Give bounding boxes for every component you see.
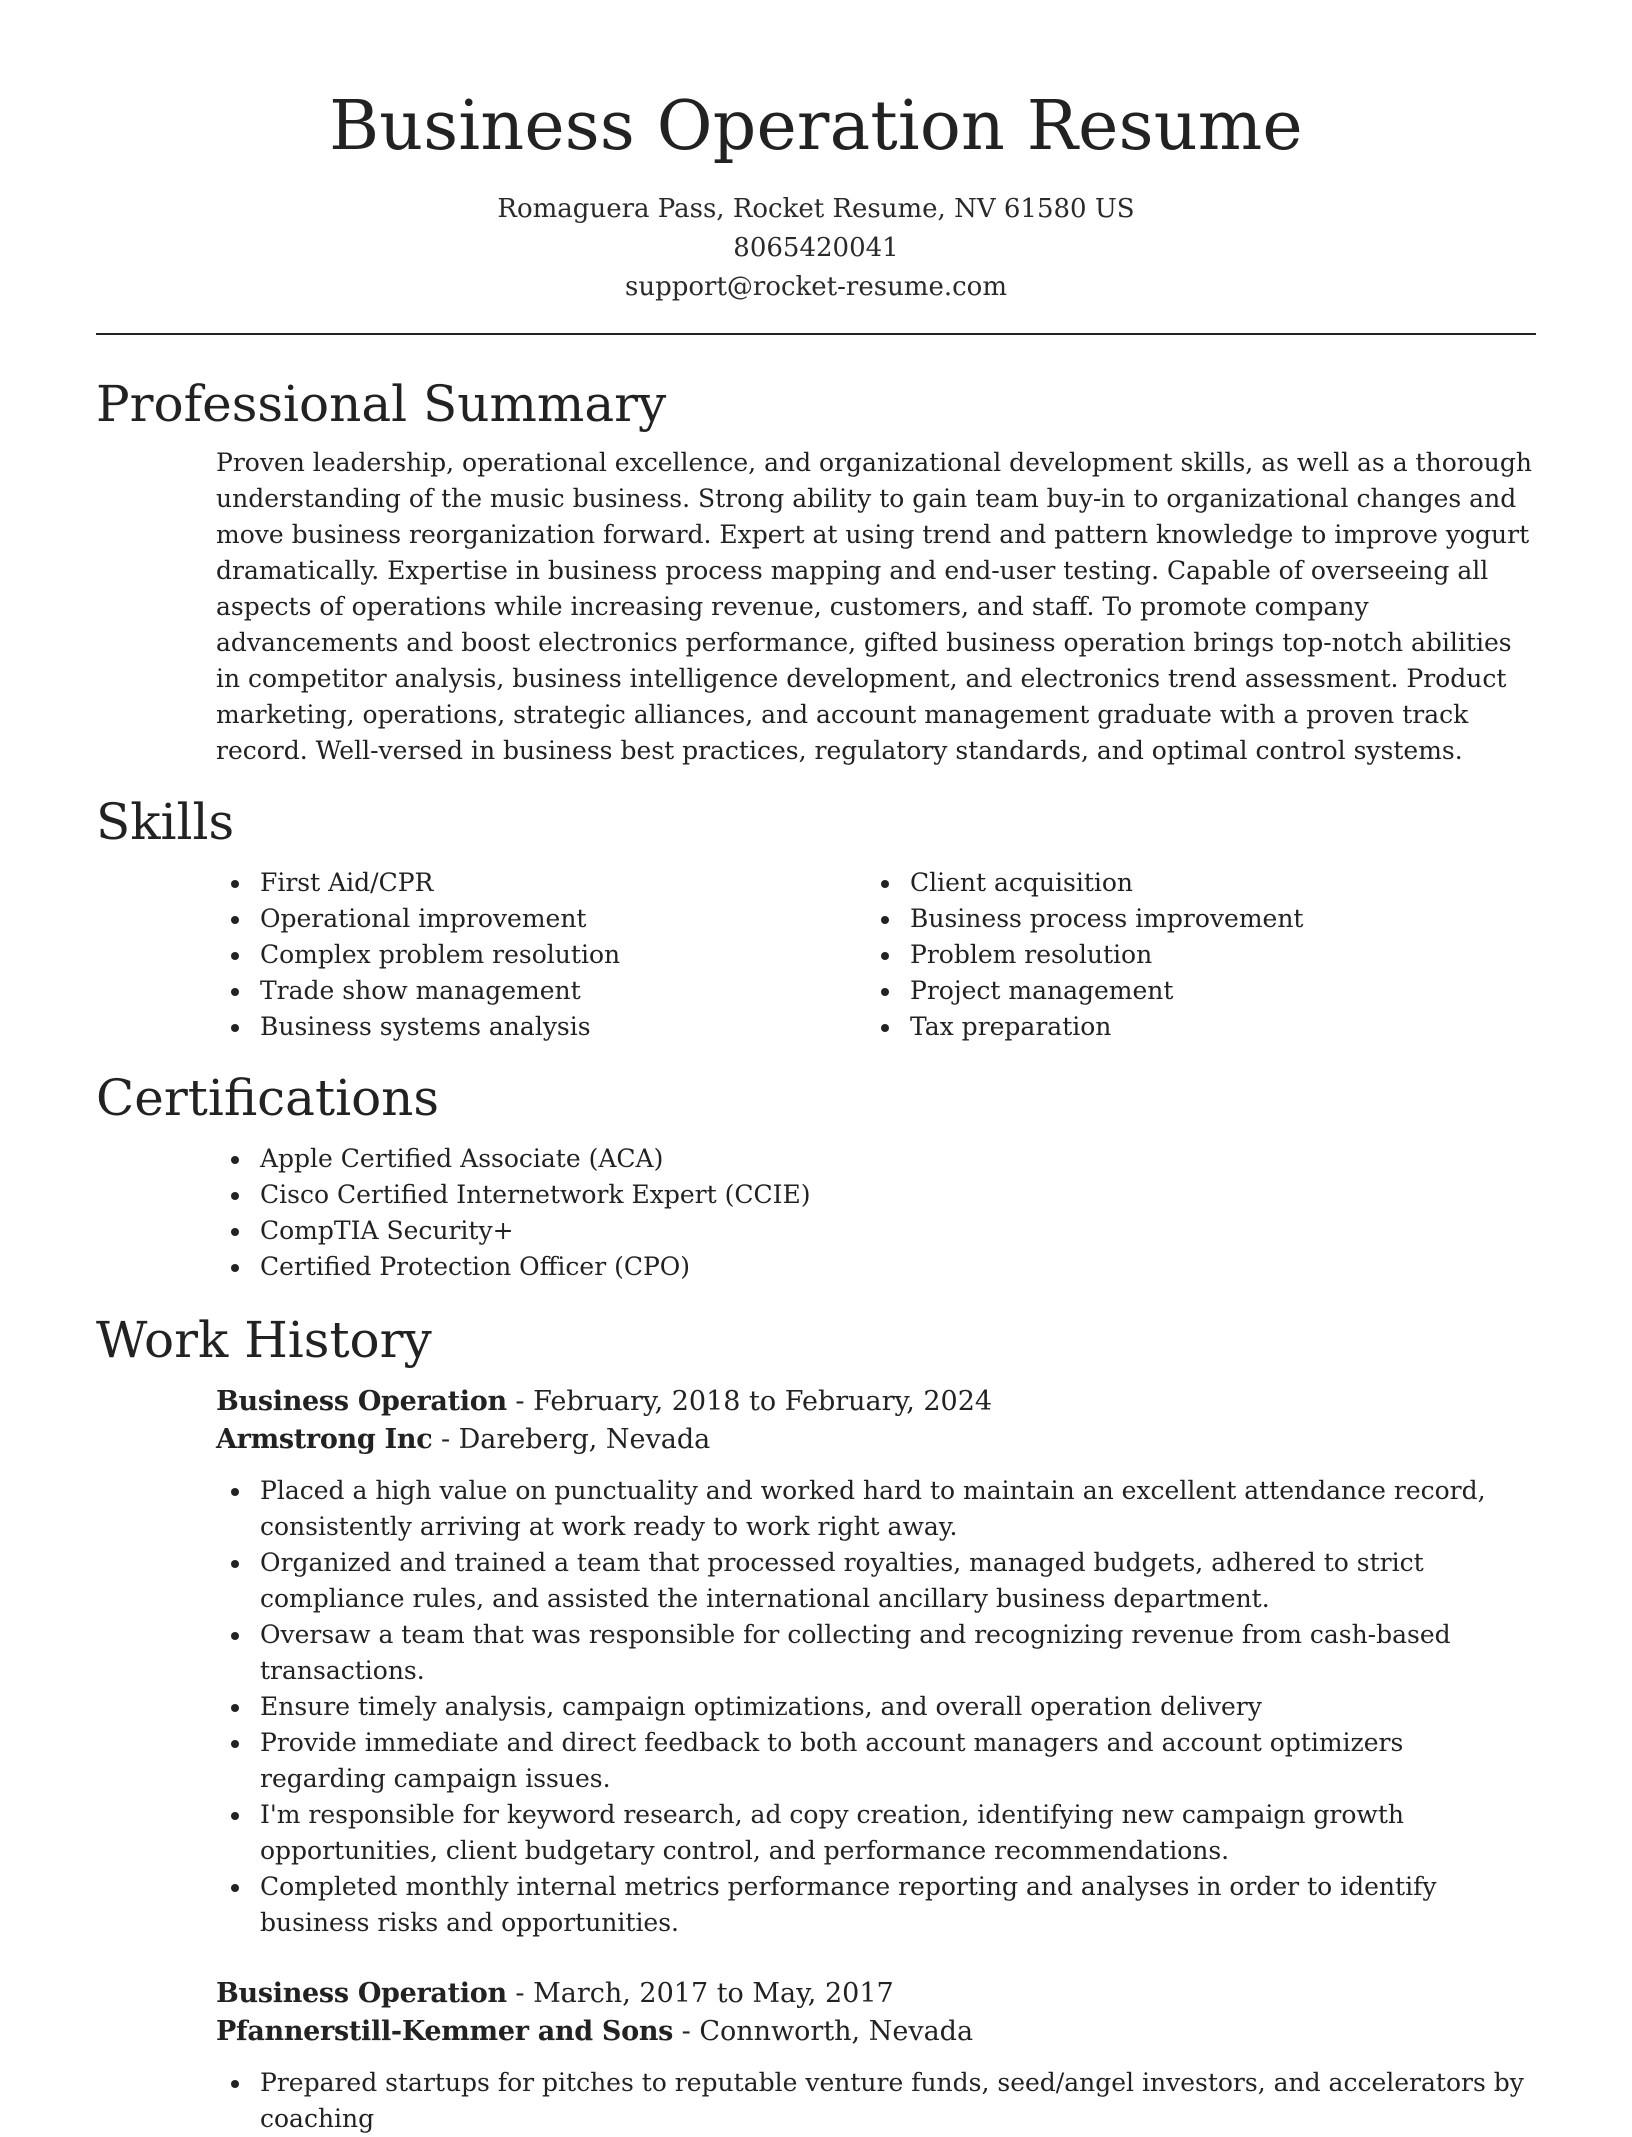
skill-item: First Aid/CPR: [216, 865, 866, 901]
summary-heading: Professional Summary: [96, 375, 667, 433]
job-entry: [216, 1975, 1536, 2137]
skills-list-left: [216, 865, 866, 1045]
job-bullets: [216, 1473, 1536, 1941]
contact-email[interactable]: support@rocket-resume.com: [624, 272, 1007, 302]
certifications-section: [96, 1067, 1536, 1285]
contact-phone: 8065420041: [733, 233, 899, 263]
job-title-line: [216, 1975, 1536, 2013]
certification-item: Cisco Certified Internetwork Expert (CCIE): [216, 1177, 1536, 1213]
job-bullet: Organized and trained a team that processed royalties, managed budgets, adhered to strict compliance rules, and assisted the international ancillary business department.: [216, 1545, 1536, 1617]
summary-text: Proven leadership, operational excellence, and organizational development skills, as well as a thorough understanding of the music business. Strong ability to gain team buy-in to organizational changes and move business reorganization forward. Expert at using trend and pattern knowledge to improve yogurt dramatically. Expertise in business process mapping and end-user testing. Capable of overseeing all aspects of operations while increasing revenue, customers, and staff. To promote company advancements and boost electronics performance, gifted business operation brings top-notch abilities in competitor analysis, business intelligence development, and electronics trend assessment. Product marketing, operations, strategic alliances, and account management graduate with a proven track record. Well-versed in business best practices, regulatory standards, and optimal control systems.: [216, 448, 1532, 765]
certification-item: Certified Protection Officer (CPO): [216, 1249, 1536, 1285]
job-dates: - February, 2018 to February, 2024: [506, 1386, 993, 1417]
job-location: - Dareberg, Nevada: [432, 1424, 711, 1455]
job-company: Pfannerstill-Kemmer and Sons: [216, 2016, 674, 2047]
skill-item: Business process improvement: [866, 901, 1516, 937]
job-title: Business Operation: [216, 1386, 507, 1417]
skills-heading: Skills: [96, 793, 235, 851]
contact-block: [96, 190, 1536, 307]
summary-section: [96, 373, 1536, 769]
certifications-list: [216, 1141, 1536, 1285]
skill-item: Project management: [866, 973, 1516, 1009]
skill-item: Operational improvement: [216, 901, 866, 937]
job-bullet: Completed monthly internal metrics performance reporting and analyses in order to identify business risks and opportunities.: [216, 1869, 1536, 1941]
skills-list-right: [866, 865, 1516, 1045]
job-company: Armstrong Inc: [216, 1424, 433, 1455]
certifications-heading: Certifications: [96, 1069, 440, 1127]
job-bullets: [216, 2065, 1536, 2137]
resume-header: [96, 0, 1536, 307]
job-bullet: Placed a high value on punctuality and worked hard to maintain an excellent attendance record, consistently arriving at work ready to work right away.: [216, 1473, 1536, 1545]
contact-address: Romaguera Pass, Rocket Resume, NV 61580 US: [497, 194, 1135, 224]
header-divider: [96, 333, 1536, 335]
job-bullet: Oversaw a team that was responsible for collecting and recognizing revenue from cash-based transactions.: [216, 1617, 1536, 1689]
job-dates: - March, 2017 to May, 2017: [506, 1978, 894, 2009]
job-title-line: [216, 1383, 1536, 1421]
job-bullet: Provide immediate and direct feedback to both account managers and account optimizers regarding campaign issues.: [216, 1725, 1536, 1797]
job-entry: [216, 1383, 1536, 1941]
skill-item: Tax preparation: [866, 1009, 1516, 1045]
resume-title: Business Operation Resume: [329, 87, 1303, 166]
job-bullet: Prepared startups for pitches to reputable venture funds, seed/angel investors, and accelerators by coaching: [216, 2065, 1536, 2137]
skill-item: Complex problem resolution: [216, 937, 866, 973]
job-location: - Connworth, Nevada: [673, 2016, 974, 2047]
certification-item: CompTIA Security+: [216, 1213, 1536, 1249]
job-bullet: Ensure timely analysis, campaign optimizations, and overall operation delivery: [216, 1689, 1536, 1725]
work-history-section: [96, 1309, 1536, 2137]
certification-item: Apple Certified Associate (ACA): [216, 1141, 1536, 1177]
skill-item: Client acquisition: [866, 865, 1516, 901]
skills-grid: [216, 865, 1536, 1045]
job-company-line: [216, 1421, 1536, 1459]
resume-page: [96, 0, 1536, 2137]
work-history-heading: Work History: [96, 1311, 432, 1369]
job-bullet: I'm responsible for keyword research, ad copy creation, identifying new campaign growth opportunities, client budgetary control, and performance recommendations.: [216, 1797, 1536, 1869]
skill-item: Trade show management: [216, 973, 866, 1009]
skills-section: [96, 791, 1536, 1045]
skill-item: Business systems analysis: [216, 1009, 866, 1045]
skill-item: Problem resolution: [866, 937, 1516, 973]
job-company-line: [216, 2013, 1536, 2051]
job-title: Business Operation: [216, 1978, 507, 2009]
